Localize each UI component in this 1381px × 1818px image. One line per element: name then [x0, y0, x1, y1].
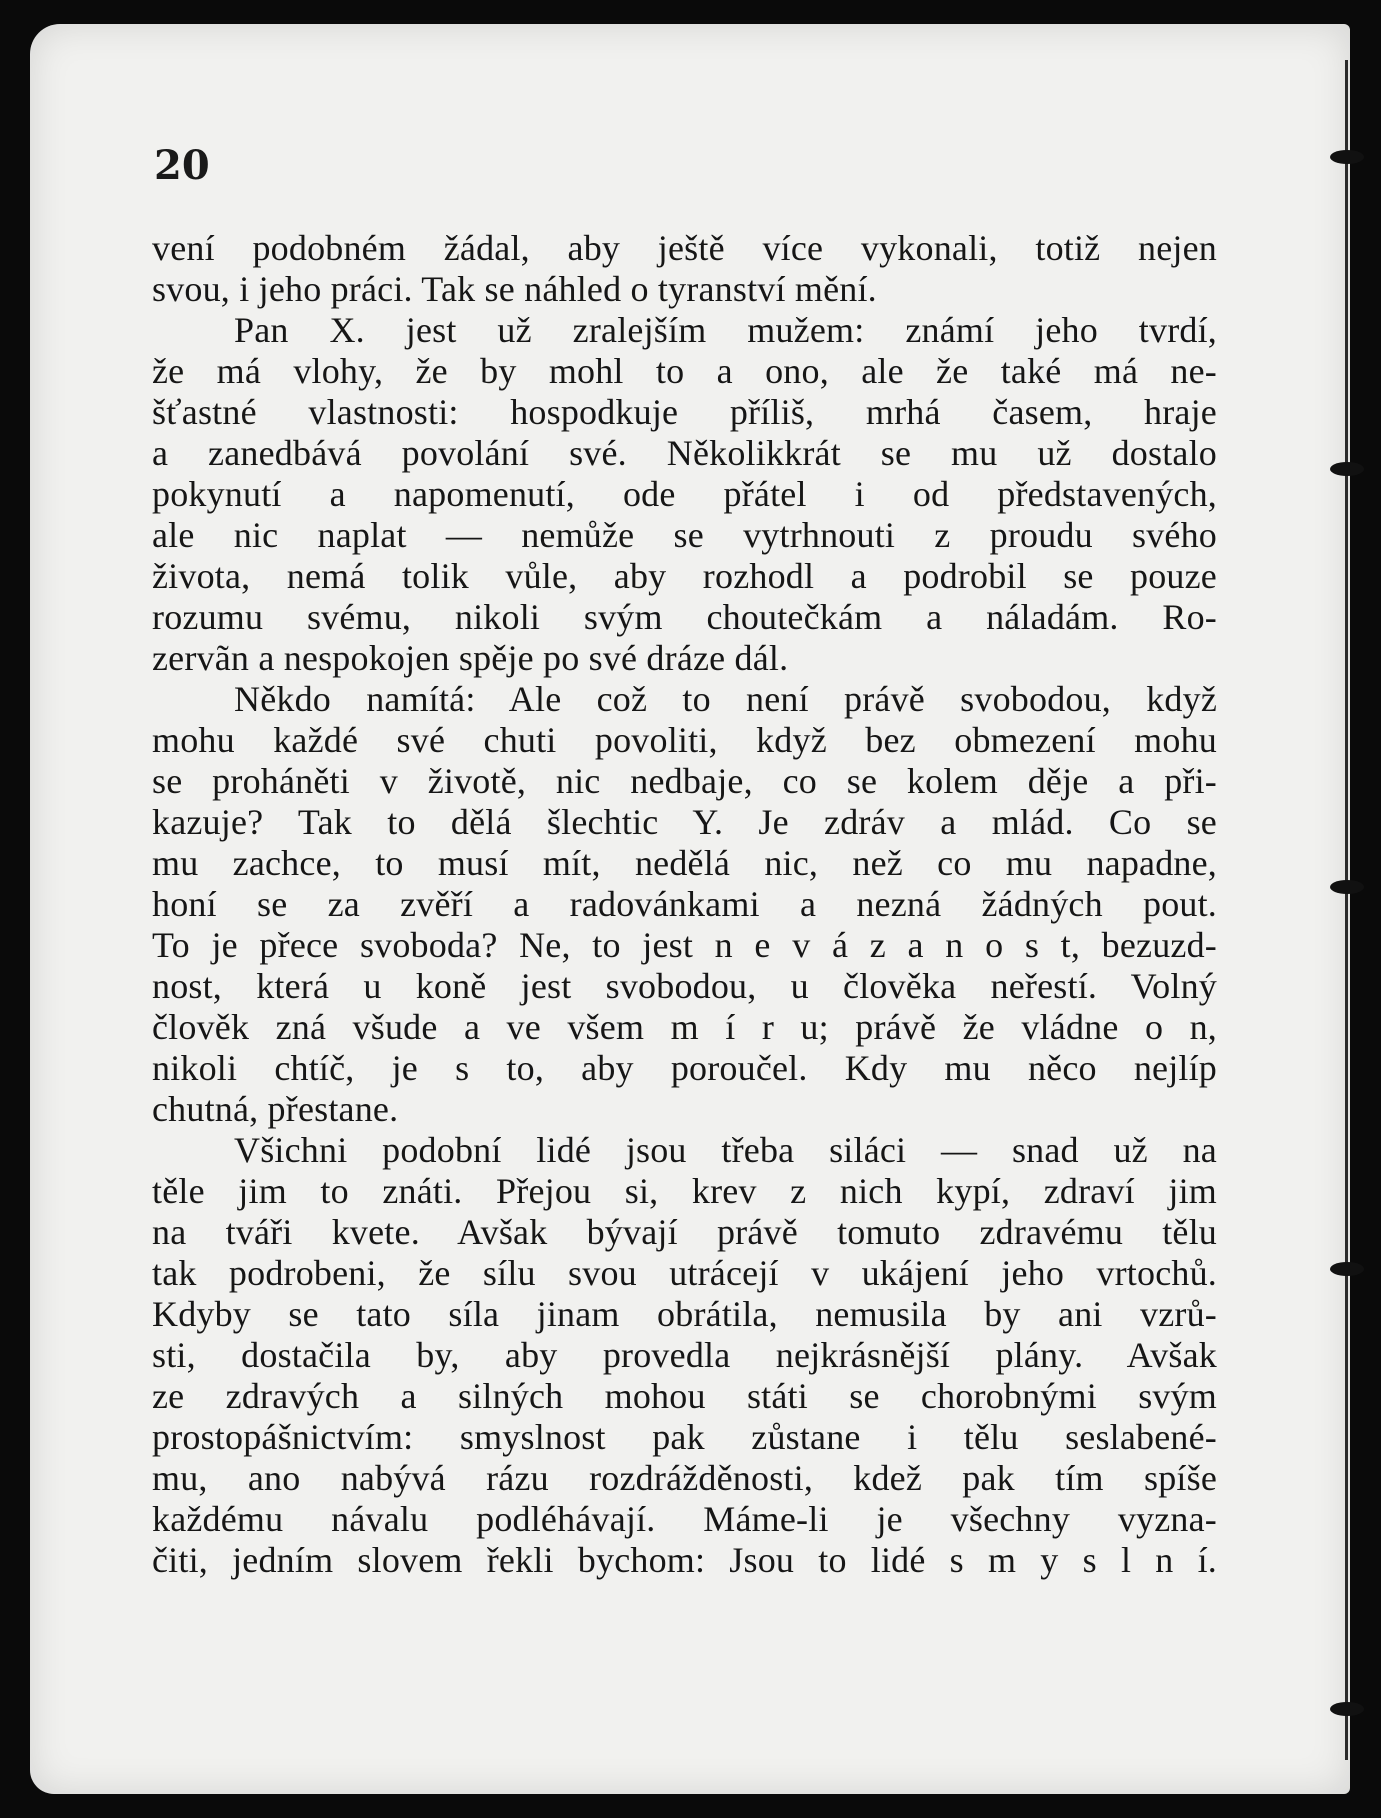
- text-line: každému návalu podléhávají. Máme-li je všechny vyzna-: [152, 1499, 1217, 1539]
- text-line: Kdyby se tato síla jinam obrátila, nemusila by ani vzrů-: [152, 1294, 1217, 1334]
- page-number: 20: [154, 142, 210, 189]
- text-line: že má vlohy, že by mohl to a ono, ale že také má ne-: [152, 351, 1217, 391]
- book-page: [30, 24, 1350, 1794]
- text-line: života, nemá tolik vůle, aby rozhodl a podrobil se pouze: [152, 556, 1217, 596]
- text-line: mu zachce, to musí mít, nedělá nic, než co mu napadne,: [152, 843, 1217, 883]
- text-line: se proháněti v životě, nic nedbaje, co se kolem děje a při-: [152, 761, 1217, 801]
- text-line: čiti, jedním slovem řekli bychom: Jsou to lidé s m y s l n í.: [152, 1540, 1217, 1580]
- text-line: kazuje? Tak to dělá šlechtic Y. Je zdráv a mlád. Co se: [152, 802, 1217, 842]
- text-line: rozumu svému, nikoli svým choutečkám a náladám. Ro-: [152, 597, 1217, 637]
- text-line: šťastné vlastnosti: hospodkuje příliš, mrhá časem, hraje: [152, 392, 1217, 432]
- text-line: mu, ano nabývá rázu rozdrážděnosti, kdež pak tím spíše: [152, 1458, 1217, 1498]
- text-line: chutná, přestane.: [152, 1089, 399, 1129]
- binding-thread: [1345, 60, 1348, 1760]
- text-line: vení podobném žádal, aby ještě více vykonali, totiž nejen: [152, 228, 1217, 268]
- text-line: ze zdravých a silných mohou státi se chorobnými svým: [152, 1376, 1217, 1416]
- binding-stitch-mark: [1330, 1702, 1364, 1716]
- text-line: nikoli chtíč, je s to, aby poroučel. Kdy mu něco nejlíp: [152, 1048, 1217, 1088]
- text-line: mohu každé své chuti povoliti, když bez obmezení mohu: [152, 720, 1217, 760]
- text-line: ale nic naplat — nemůže se vytrhnouti z proudu svého: [152, 515, 1217, 555]
- binding-stitch-mark: [1330, 880, 1364, 894]
- text-line: na tváři kvete. Avšak bývají právě tomuto zdravému tělu: [152, 1212, 1217, 1252]
- binding-stitch-mark: [1330, 462, 1364, 476]
- text-line: těle jim to znáti. Přejou si, krev z nich kypí, zdraví jim: [152, 1171, 1217, 1211]
- text-line: prostopášnictvím: smyslnost pak zůstane i tělu seslabené-: [152, 1417, 1217, 1457]
- text-line: svou, i jeho práci. Tak se náhled o tyranství mění.: [152, 269, 877, 309]
- text-line: Všichni podobní lidé jsou třeba siláci — snad už na: [234, 1130, 1217, 1170]
- text-line: pokynutí a napomenutí, ode přátel i od představených,: [152, 474, 1217, 514]
- text-line: To je přece svoboda? Ne, to jest n e v á z a n o s t, bezuzd-: [152, 925, 1217, 965]
- text-line: a zanedbává povolání své. Několikkrát se mu už dostalo: [152, 433, 1217, 473]
- text-line: Pan X. jest už zralejším mužem: známí jeho tvrdí,: [234, 310, 1217, 350]
- binding-stitch-mark: [1330, 1262, 1364, 1276]
- text-line: nost, která u koně jest svobodou, u člověka neřestí. Volný: [152, 966, 1217, 1006]
- body-text: [152, 228, 1217, 1581]
- text-line: Někdo namítá: Ale což to není právě svobodou, když: [234, 679, 1217, 719]
- text-line: honí se za zvěří a radovánkami a nezná žádných pout.: [152, 884, 1217, 924]
- text-line: tak podrobeni, že sílu svou utrácejí v ukájení jeho vrtochů.: [152, 1253, 1217, 1293]
- binding-stitch-mark: [1330, 150, 1364, 164]
- text-line: zervãn a nespokojen spěje po své dráze dál.: [152, 638, 789, 678]
- text-line: sti, dostačila by, aby provedla nejkrásnější plány. Avšak: [152, 1335, 1217, 1375]
- text-line: člověk zná všude a ve všem m í r u; právě že vládne o n,: [152, 1007, 1217, 1047]
